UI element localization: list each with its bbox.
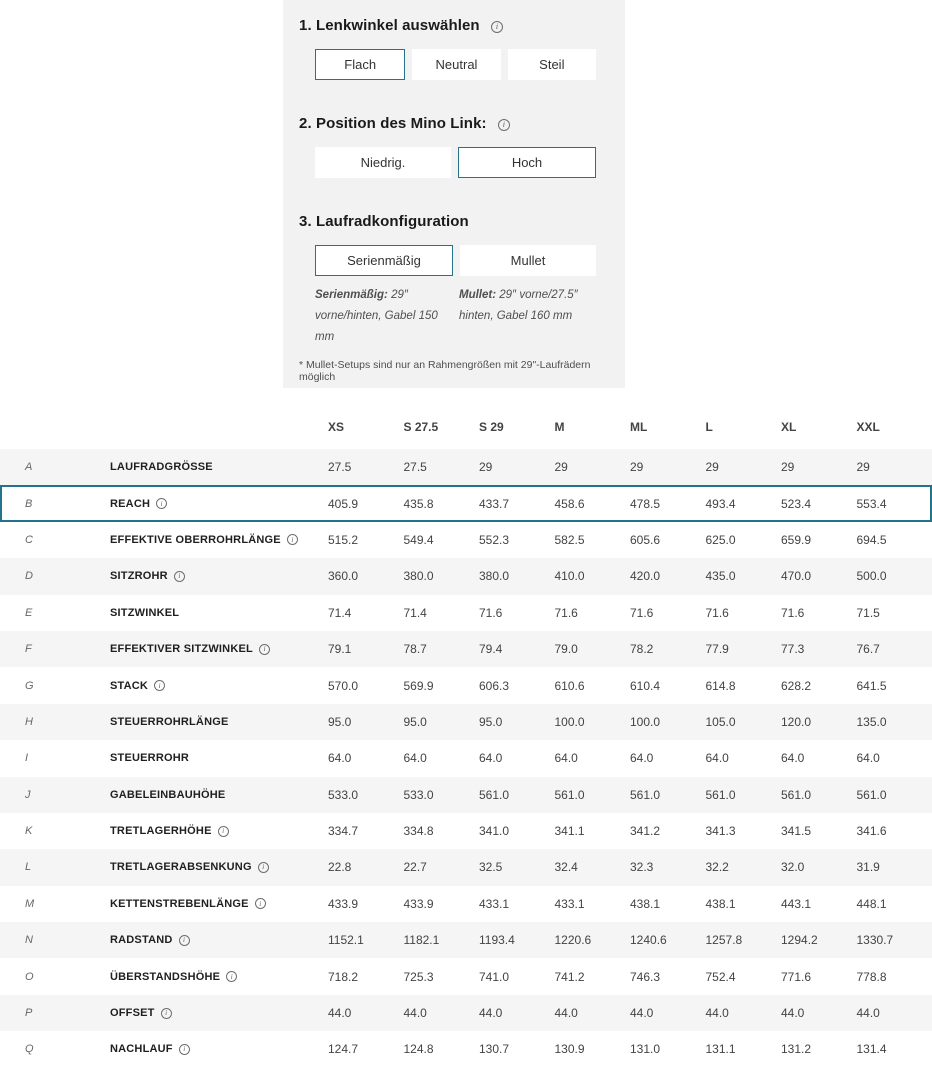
geometry-value: 64.0 — [630, 751, 654, 766]
row-label: SITZWINKEL — [110, 606, 180, 619]
geometry-value: 458.6 — [554, 496, 585, 511]
info-icon[interactable] — [218, 826, 229, 837]
geometry-value: 135.0 — [856, 714, 887, 729]
table-row-laufradgrosse[interactable] — [0, 449, 932, 485]
lenkwinkel-options — [315, 49, 596, 80]
row-label-cell — [110, 752, 328, 764]
row-letter: P — [25, 1007, 33, 1020]
column-header-m: M — [554, 420, 565, 434]
geometry-value: 130.7 — [479, 1042, 510, 1057]
geometry-value: 1257.8 — [705, 933, 743, 948]
geometry-value: 120.0 — [781, 714, 812, 729]
column-header-l: L — [705, 420, 713, 434]
geometry-value: 725.3 — [403, 969, 434, 984]
table-header — [0, 405, 932, 449]
row-label-cell — [110, 607, 328, 619]
geometry-value: 433.9 — [403, 896, 434, 911]
info-icon[interactable] — [226, 971, 237, 982]
geometry-value: 334.8 — [403, 824, 434, 839]
info-icon[interactable] — [491, 21, 503, 33]
row-letter: N — [25, 934, 33, 947]
geometry-value: 1152.1 — [328, 933, 364, 948]
geometry-value: 95.0 — [328, 714, 352, 729]
row-label: NACHLAUF — [110, 1043, 173, 1056]
geometry-value: 44.0 — [403, 1006, 427, 1021]
geometry-value: 625.0 — [705, 532, 736, 547]
geometry-value: 533.0 — [403, 787, 434, 802]
desc-text: 29″ vorne/27.5″ hinten, Gabel 160 mm — [459, 289, 578, 322]
row-label: TRETLAGERHÖHE — [110, 825, 212, 838]
geometry-value: 334.7 — [328, 824, 359, 839]
geometry-value: 380.0 — [479, 569, 510, 584]
table-row-gabeleinbauhohe[interactable] — [0, 777, 932, 813]
geometry-value: 433.9 — [328, 896, 359, 911]
geometry-value: 641.5 — [856, 678, 887, 693]
geometry-value: 410.0 — [554, 569, 585, 584]
desc-text: 29″ vorne/hinten, Gabel 150 mm — [315, 289, 438, 343]
row-label-cell — [110, 898, 328, 910]
row-label-cell — [110, 825, 328, 837]
desc-lead: Serienmäßig: — [315, 289, 388, 301]
desc-lead: Mullet: — [459, 289, 497, 301]
geometry-value: 64.0 — [856, 751, 880, 766]
info-icon[interactable] — [179, 1044, 190, 1055]
geometry-value: 771.6 — [781, 969, 812, 984]
geometry-value: 44.0 — [328, 1006, 352, 1021]
row-letter: H — [25, 715, 33, 728]
info-icon[interactable] — [156, 498, 167, 509]
geometry-value: 614.8 — [705, 678, 736, 693]
row-label: STEUERROHR — [110, 752, 190, 765]
geometry-value: 64.0 — [328, 751, 352, 766]
row-label-cell — [110, 716, 328, 728]
geometry-value: 1240.6 — [630, 933, 667, 948]
column-header-ml: ML — [630, 420, 648, 434]
geometry-value: 553.4 — [856, 496, 887, 511]
table-row-steuerrohrlange[interactable] — [0, 704, 932, 740]
row-label: ÜBERSTANDSHÖHE — [110, 970, 221, 983]
column-header-xxl: XXL — [856, 420, 880, 434]
row-letter: O — [25, 970, 34, 983]
geometry-value: 500.0 — [856, 569, 887, 584]
geometry-value: 582.5 — [554, 532, 585, 547]
column-header-s-27-5: S 27.5 — [403, 420, 439, 434]
row-letter: K — [25, 825, 33, 838]
geometry-value: 694.5 — [856, 532, 887, 547]
row-letter: J — [25, 788, 31, 801]
geometry-value: 610.6 — [554, 678, 585, 693]
geometry-value: 64.0 — [705, 751, 729, 766]
geometry-value: 561.0 — [781, 787, 812, 802]
geometry-value: 29 — [479, 460, 493, 475]
info-icon[interactable] — [259, 644, 270, 655]
option-button-hoch[interactable]: Hoch — [458, 147, 596, 178]
row-label-cell — [110, 1043, 328, 1055]
geometry-value: 433.1 — [479, 896, 510, 911]
geometry-value: 561.0 — [856, 787, 887, 802]
row-label-cell — [110, 680, 328, 692]
table-row-kettenstrebenlange[interactable] — [0, 886, 932, 922]
geometry-value: 478.5 — [630, 496, 661, 511]
mino-link-options — [315, 147, 596, 178]
geometry-value: 105.0 — [705, 714, 736, 729]
row-label-cell — [110, 1007, 328, 1019]
row-label-cell — [110, 861, 328, 873]
geometry-value: 1330.7 — [856, 933, 894, 948]
geometry-value: 32.2 — [705, 860, 729, 875]
geometry-value: 433.1 — [554, 896, 585, 911]
row-label: KETTENSTREBENLÄNGE — [110, 897, 249, 910]
geometry-value: 44.0 — [856, 1006, 880, 1021]
geometry-value: 549.4 — [403, 532, 434, 547]
geometry-value: 470.0 — [781, 569, 812, 584]
geometry-value: 64.0 — [403, 751, 427, 766]
geometry-value: 438.1 — [705, 896, 736, 911]
geometry-value: 341.6 — [856, 824, 887, 839]
geometry-value: 746.3 — [630, 969, 661, 984]
geometry-value: 32.5 — [479, 860, 503, 875]
geometry-value: 124.7 — [328, 1042, 359, 1057]
table-row-uberstandshohe[interactable] — [0, 958, 932, 994]
wheel-config-descriptions — [315, 285, 596, 348]
geometry-value: 71.4 — [328, 605, 352, 620]
row-label: EFFEKTIVER SITZWINKEL — [110, 643, 253, 656]
geometry-value: 1193.4 — [479, 933, 515, 948]
geometry-value: 131.1 — [705, 1042, 736, 1057]
geometry-value: 523.4 — [781, 496, 812, 511]
geometry-value: 131.4 — [856, 1042, 887, 1057]
info-icon[interactable] — [154, 680, 165, 691]
geometry-value: 433.7 — [479, 496, 510, 511]
table-row-sitzwinkel[interactable] — [0, 595, 932, 631]
geometry-value: 31.9 — [856, 860, 880, 875]
geometry-value: 71.6 — [630, 605, 654, 620]
geometry-value: 78.7 — [403, 642, 427, 657]
config-section-lenkwinkel — [299, 17, 609, 80]
geometry-value: 561.0 — [630, 787, 661, 802]
info-icon[interactable] — [179, 935, 190, 946]
geometry-value: 741.2 — [554, 969, 585, 984]
option-button-steil[interactable]: Steil — [508, 49, 596, 80]
table-row-reach[interactable] — [0, 485, 932, 521]
option-button-niedrig[interactable]: Niedrig. — [315, 147, 451, 178]
laufradkonfiguration-options — [315, 245, 596, 276]
row-letter: M — [25, 897, 35, 910]
geometry-value: 64.0 — [781, 751, 805, 766]
geometry-value: 533.0 — [328, 787, 359, 802]
geometry-value: 32.4 — [554, 860, 578, 875]
section-title-text: 1. Lenkwinkel auswählen — [299, 17, 480, 34]
section-title-lenkwinkel — [299, 17, 609, 34]
geometry-value: 32.3 — [630, 860, 654, 875]
config-section-laufradkonfiguration — [299, 213, 609, 348]
row-label: SITZROHR — [110, 570, 168, 583]
geometry-value: 71.6 — [705, 605, 729, 620]
geometry-value: 360.0 — [328, 569, 359, 584]
geometry-value: 77.3 — [781, 642, 805, 657]
row-label: STACK — [110, 679, 149, 692]
geometry-value: 44.0 — [630, 1006, 654, 1021]
info-icon[interactable] — [255, 898, 266, 909]
geometry-value: 561.0 — [705, 787, 736, 802]
row-label-cell — [110, 643, 328, 655]
row-label-cell — [110, 570, 328, 582]
section-title-text: 2. Position des Mino Link: — [299, 115, 487, 132]
row-label: REACH — [110, 497, 151, 510]
geometry-value: 78.2 — [630, 642, 654, 657]
geometry-value: 79.0 — [554, 642, 578, 657]
geometry-value: 420.0 — [630, 569, 661, 584]
geometry-value: 341.1 — [554, 824, 585, 839]
option-button-mullet[interactable]: Mullet — [460, 245, 596, 276]
row-letter: Q — [25, 1043, 34, 1056]
table-row-effektiver-sitzwinkel[interactable] — [0, 631, 932, 667]
row-letter: C — [25, 533, 33, 546]
table-row-tretlagerhohe[interactable] — [0, 813, 932, 849]
row-label-cell — [110, 934, 328, 946]
row-label: TRETLAGERABSENKUNG — [110, 861, 252, 874]
geometry-value: 131.2 — [781, 1042, 812, 1057]
geometry-value: 27.5 — [403, 460, 427, 475]
row-label-cell — [110, 971, 328, 983]
geometry-value: 341.2 — [630, 824, 661, 839]
row-label: RADSTAND — [110, 934, 173, 947]
row-letter: E — [25, 606, 33, 619]
geometry-value: 718.2 — [328, 969, 359, 984]
geometry-table — [0, 405, 932, 1068]
geometry-value: 77.9 — [705, 642, 729, 657]
geometry-value: 27.5 — [328, 460, 352, 475]
info-icon[interactable] — [287, 534, 298, 545]
geometry-value: 435.0 — [705, 569, 736, 584]
geometry-value: 44.0 — [781, 1006, 805, 1021]
geometry-value: 22.8 — [328, 860, 352, 875]
geometry-value: 44.0 — [554, 1006, 578, 1021]
option-button-serienmassig[interactable]: Serienmäßig — [315, 245, 453, 276]
geometry-config-panel — [283, 0, 625, 388]
info-icon[interactable] — [258, 862, 269, 873]
geometry-value: 380.0 — [403, 569, 434, 584]
geometry-value: 29 — [554, 460, 568, 475]
geometry-value: 605.6 — [630, 532, 661, 547]
geometry-value: 569.9 — [403, 678, 434, 693]
table-row-nachlauf[interactable] — [0, 1031, 932, 1067]
geometry-value: 341.0 — [479, 824, 510, 839]
table-body — [0, 449, 932, 1068]
geometry-value: 561.0 — [554, 787, 585, 802]
geometry-value: 32.0 — [781, 860, 805, 875]
section-title-laufradkonfiguration — [299, 213, 609, 230]
geometry-value: 130.9 — [554, 1042, 585, 1057]
geometry-value: 561.0 — [479, 787, 510, 802]
info-icon[interactable] — [174, 571, 185, 582]
geometry-value: 493.4 — [705, 496, 736, 511]
geometry-value: 71.6 — [781, 605, 805, 620]
table-row-sitzrohr[interactable] — [0, 558, 932, 594]
config-section-mino-link — [299, 115, 609, 178]
geometry-value: 131.0 — [630, 1042, 661, 1057]
geometry-value: 71.4 — [403, 605, 427, 620]
geometry-value: 515.2 — [328, 532, 359, 547]
row-letter: L — [25, 861, 32, 874]
geometry-value: 44.0 — [479, 1006, 503, 1021]
row-label: STEUERROHRLÄNGE — [110, 715, 229, 728]
table-row-stack[interactable] — [0, 667, 932, 703]
row-letter: I — [25, 752, 29, 765]
option-button-neutral[interactable]: Neutral — [412, 49, 500, 80]
table-row-offset[interactable] — [0, 995, 932, 1031]
mullet-footnote: * Mullet-Setups sind nur an Rahmengrößen mit 29"-Laufrädern möglich — [299, 359, 591, 383]
geometry-value: 71.6 — [554, 605, 578, 620]
geometry-value: 29 — [781, 460, 795, 475]
geometry-value: 79.4 — [479, 642, 503, 657]
table-row-tretlagerabsenkung[interactable] — [0, 849, 932, 885]
row-label-cell — [110, 534, 328, 546]
geometry-value: 100.0 — [630, 714, 661, 729]
geometry-value: 752.4 — [705, 969, 736, 984]
row-letter: D — [25, 570, 33, 583]
geometry-value: 95.0 — [403, 714, 427, 729]
column-header-s-29: S 29 — [479, 420, 504, 434]
geometry-value: 71.5 — [856, 605, 880, 620]
geometry-value: 448.1 — [856, 896, 887, 911]
info-icon[interactable] — [498, 119, 510, 131]
geometry-value: 79.1 — [328, 642, 352, 657]
column-header-xl: XL — [781, 420, 797, 434]
geometry-value: 659.9 — [781, 532, 812, 547]
row-letter: F — [25, 643, 32, 656]
geometry-value: 552.3 — [479, 532, 510, 547]
geometry-value: 76.7 — [856, 642, 880, 657]
geometry-value: 443.1 — [781, 896, 812, 911]
geometry-value: 606.3 — [479, 678, 510, 693]
geometry-value: 29 — [856, 460, 870, 475]
row-label: OFFSET — [110, 1007, 155, 1020]
section-title-mino-link — [299, 115, 609, 132]
table-row-steuerrohr[interactable] — [0, 740, 932, 776]
desc-serienmaessig — [315, 285, 452, 348]
geometry-value: 628.2 — [781, 678, 812, 693]
row-label-cell — [110, 789, 328, 801]
geometry-value: 741.0 — [479, 969, 510, 984]
geometry-value: 29 — [705, 460, 719, 475]
geometry-value: 405.9 — [328, 496, 359, 511]
geometry-value: 100.0 — [554, 714, 585, 729]
row-label-cell — [110, 461, 328, 473]
geometry-value: 341.5 — [781, 824, 812, 839]
geometry-value: 570.0 — [328, 678, 359, 693]
geometry-value: 95.0 — [479, 714, 503, 729]
geometry-value: 778.8 — [856, 969, 887, 984]
geometry-value: 1294.2 — [781, 933, 818, 948]
desc-mullet — [459, 285, 596, 348]
geometry-value: 1182.1 — [403, 933, 440, 948]
geometry-value: 22.7 — [403, 860, 427, 875]
row-label-cell — [110, 498, 328, 510]
row-letter: A — [25, 461, 33, 474]
geometry-value: 438.1 — [630, 896, 661, 911]
row-label: GABELEINBAUHÖHE — [110, 788, 226, 801]
column-header-xs: XS — [328, 420, 345, 434]
geometry-value: 44.0 — [705, 1006, 729, 1021]
row-label: LAUFRADGRÖSSE — [110, 461, 213, 474]
geometry-value: 29 — [630, 460, 644, 475]
geometry-value: 341.3 — [705, 824, 736, 839]
option-button-flach[interactable]: Flach — [315, 49, 405, 80]
table-row-radstand[interactable] — [0, 922, 932, 958]
geometry-value: 610.4 — [630, 678, 661, 693]
geometry-value: 64.0 — [479, 751, 503, 766]
geometry-value: 124.8 — [403, 1042, 434, 1057]
row-letter: B — [25, 497, 33, 510]
section-title-text: 3. Laufradkonfiguration — [299, 213, 469, 230]
info-icon[interactable] — [161, 1008, 172, 1019]
geometry-value: 435.8 — [403, 496, 434, 511]
row-letter: G — [25, 679, 34, 692]
geometry-value: 1220.6 — [554, 933, 592, 948]
row-label: EFFEKTIVE OBERROHRLÄNGE — [110, 533, 281, 546]
geometry-value: 71.6 — [479, 605, 503, 620]
geometry-value: 64.0 — [554, 751, 578, 766]
table-row-effektive-oberrohrlange[interactable] — [0, 522, 932, 558]
